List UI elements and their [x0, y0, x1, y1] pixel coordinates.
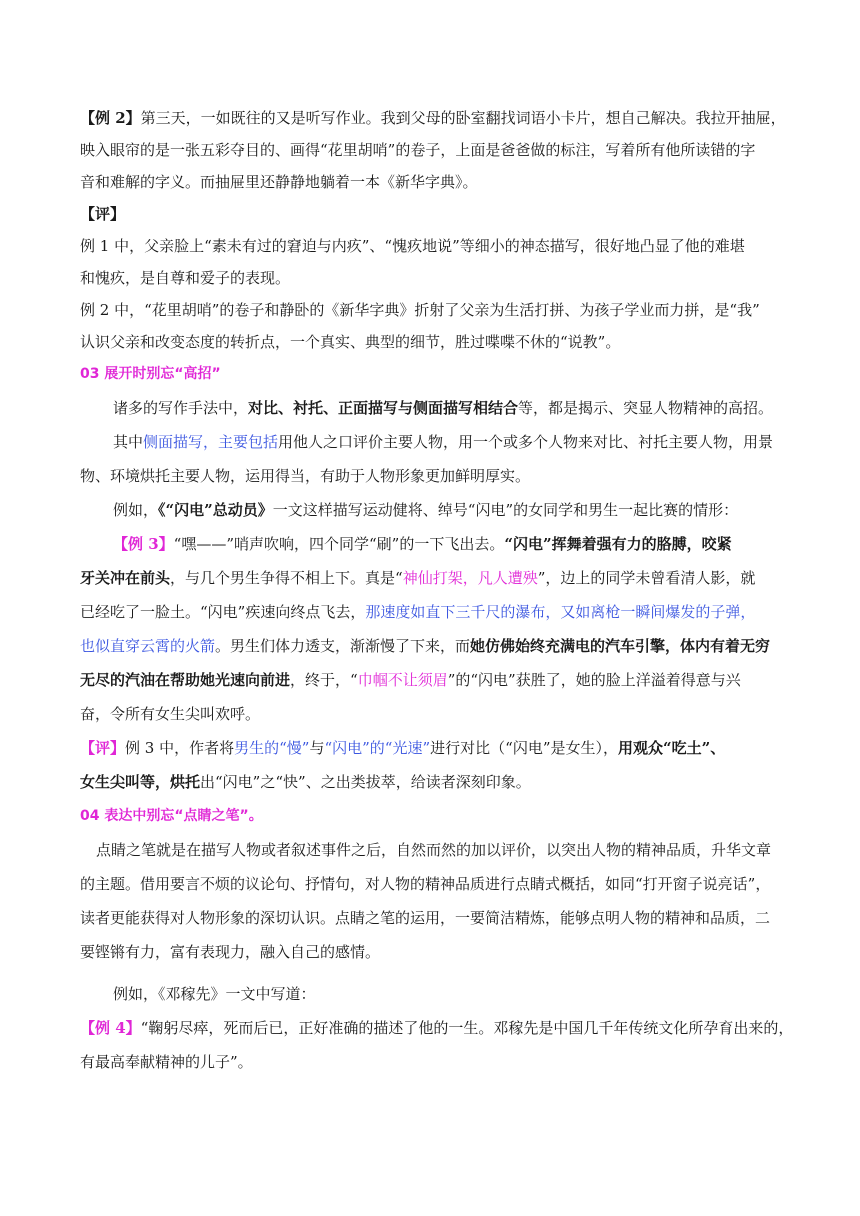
example-4-label: 【例 4】: [80, 1019, 141, 1037]
example-3-line-4: 也似直穿云霄的火箭。男生们体力透支，渐渐慢了下来，而她仿佛始终充满电的汽车引擎，体内有着无穷: [80, 637, 771, 655]
comment-3-line-2: 女生尖叫等，烘托出“闪电”之“快”、之出类拔萃，给读者深刻印象。: [80, 773, 531, 791]
section-03-para-1: 诸多的写作手法中，对比、衬托、正面描写与侧面描写相结合等，都是揭示、突显人物精神的高招。: [113, 399, 774, 417]
section-03-para-3: 例如，《“闪电”总动员》一文这样描写运动健将、绰号“闪电”的女同学和男生一起比赛的情形：: [113, 501, 739, 519]
section-03-heading: 03 展开时别忘“高招”: [80, 366, 221, 382]
example-2-line-3: 音和难解的字义。而抽屉里还静静地躺着一本《新华字典》。: [80, 173, 478, 191]
example-3-line-2: 牙关冲在前头，与几个男生争得不相上下。真是“神仙打架，凡人遭殃”，边上的同学未曾看清人影，就: [80, 569, 756, 587]
comment-heading: 【评】: [80, 205, 126, 223]
section-03-para-2-line-1: 其中侧面描写，主要包括用他人之口评价主要人物，用一个或多个人物来对比、衬托主要人物，用景: [113, 433, 774, 451]
comment-3-label: 【评】: [80, 739, 126, 757]
section-04-example-intro: 例如，《邓稼先》一文中写道：: [113, 985, 316, 1003]
section-03-para-2-line-2: 物、环境烘托主要人物，运用得当，有助于人物形象更加鲜明厚实。: [80, 467, 531, 485]
comment-1-line-1: 例 1 中，父亲脸上“素未有过的窘迫与内疚”、“愧疚地说”等细小的神态描写，很好地凸显了他的难堪: [80, 237, 745, 255]
example-2-label: 【例 2】: [80, 109, 141, 127]
section-04-para-line-1: 点睛之笔就是在描写人物或者叙述事件之后，自然而然的加以评价，以突出人物的精神品质，升华文章: [96, 841, 772, 859]
section-04-para-line-3: 读者更能获得对人物形象的深切认识。点睛之笔的运用，一要简洁精炼，能够点明人物的精神和品质，二: [80, 909, 771, 927]
example-3-line-1: 【例 3】“嘿——”哨声吹响，四个同学“刷”的一下飞出去。“闪电”挥舞着强有力的胳膊，咬紧: [113, 535, 732, 553]
comment-2-line-1: 例 2 中，“花里胡哨”的卷子和静卧的《新华字典》折射了父亲为生活打拼、为孩子学业而力拼，是“我”: [80, 301, 760, 319]
section-04-heading: 04 表达中别忘“点睛之笔”。: [80, 808, 263, 824]
section-04-para-line-4: 要铿锵有力，富有表现力，融入自己的感情。: [80, 943, 381, 961]
comment-3-line-1: 【评】例 3 中，作者将男生的“慢”与“闪电”的“光速”进行对比（“闪电”是女生），用观众“吃土”、: [80, 739, 726, 757]
example-2-line-2: 映入眼帘的是一张五彩夺目的、画得“花里胡哨”的卷子，上面是爸爸做的标注，写着所有他所读错的字: [80, 141, 756, 159]
example-3-line-3: 已经吃了一脸土。“闪电”疾速向终点飞去，那速度如直下三千尺的瀑布，又如离枪一瞬间爆发的子弹，: [80, 603, 756, 621]
example-3-label: 【例 3】: [113, 535, 174, 553]
example-4-line-1: 【例 4】“鞠躬尽瘁，死而后已，正好准确的描述了他的一生。邓稼先是中国几千年传统文化所孕育出来的，: [80, 1019, 794, 1037]
example-3-line-5: 无尽的汽油在帮助她光速向前进，终于，“巾帼不让须眉”的“闪电”获胜了，她的脸上洋溢着得意与兴: [80, 671, 741, 689]
example-3-line-6: 奋，令所有女生尖叫欢呼。: [80, 705, 261, 723]
comment-1-line-2: 和愧疚，是自尊和爱子的表现。: [80, 269, 291, 287]
comment-2-line-2: 认识父亲和改变态度的转折点，一个真实、典型的细节，胜过喋喋不休的“说教”。: [80, 333, 621, 351]
section-04-para-line-2: 的主题。借用要言不烦的议论句、抒情句，对人物的精神品质进行点睛式概括，如同“打开窗子说亮话”，: [80, 875, 771, 893]
example-4-line-2: 有最高奉献精神的儿子”。: [80, 1053, 253, 1071]
example-2-line-1: 【例 2】第三天，一如既往的又是听写作业。我到父母的卧室翻找词语小卡片，想自己解决。我拉开抽屉，: [80, 109, 786, 127]
